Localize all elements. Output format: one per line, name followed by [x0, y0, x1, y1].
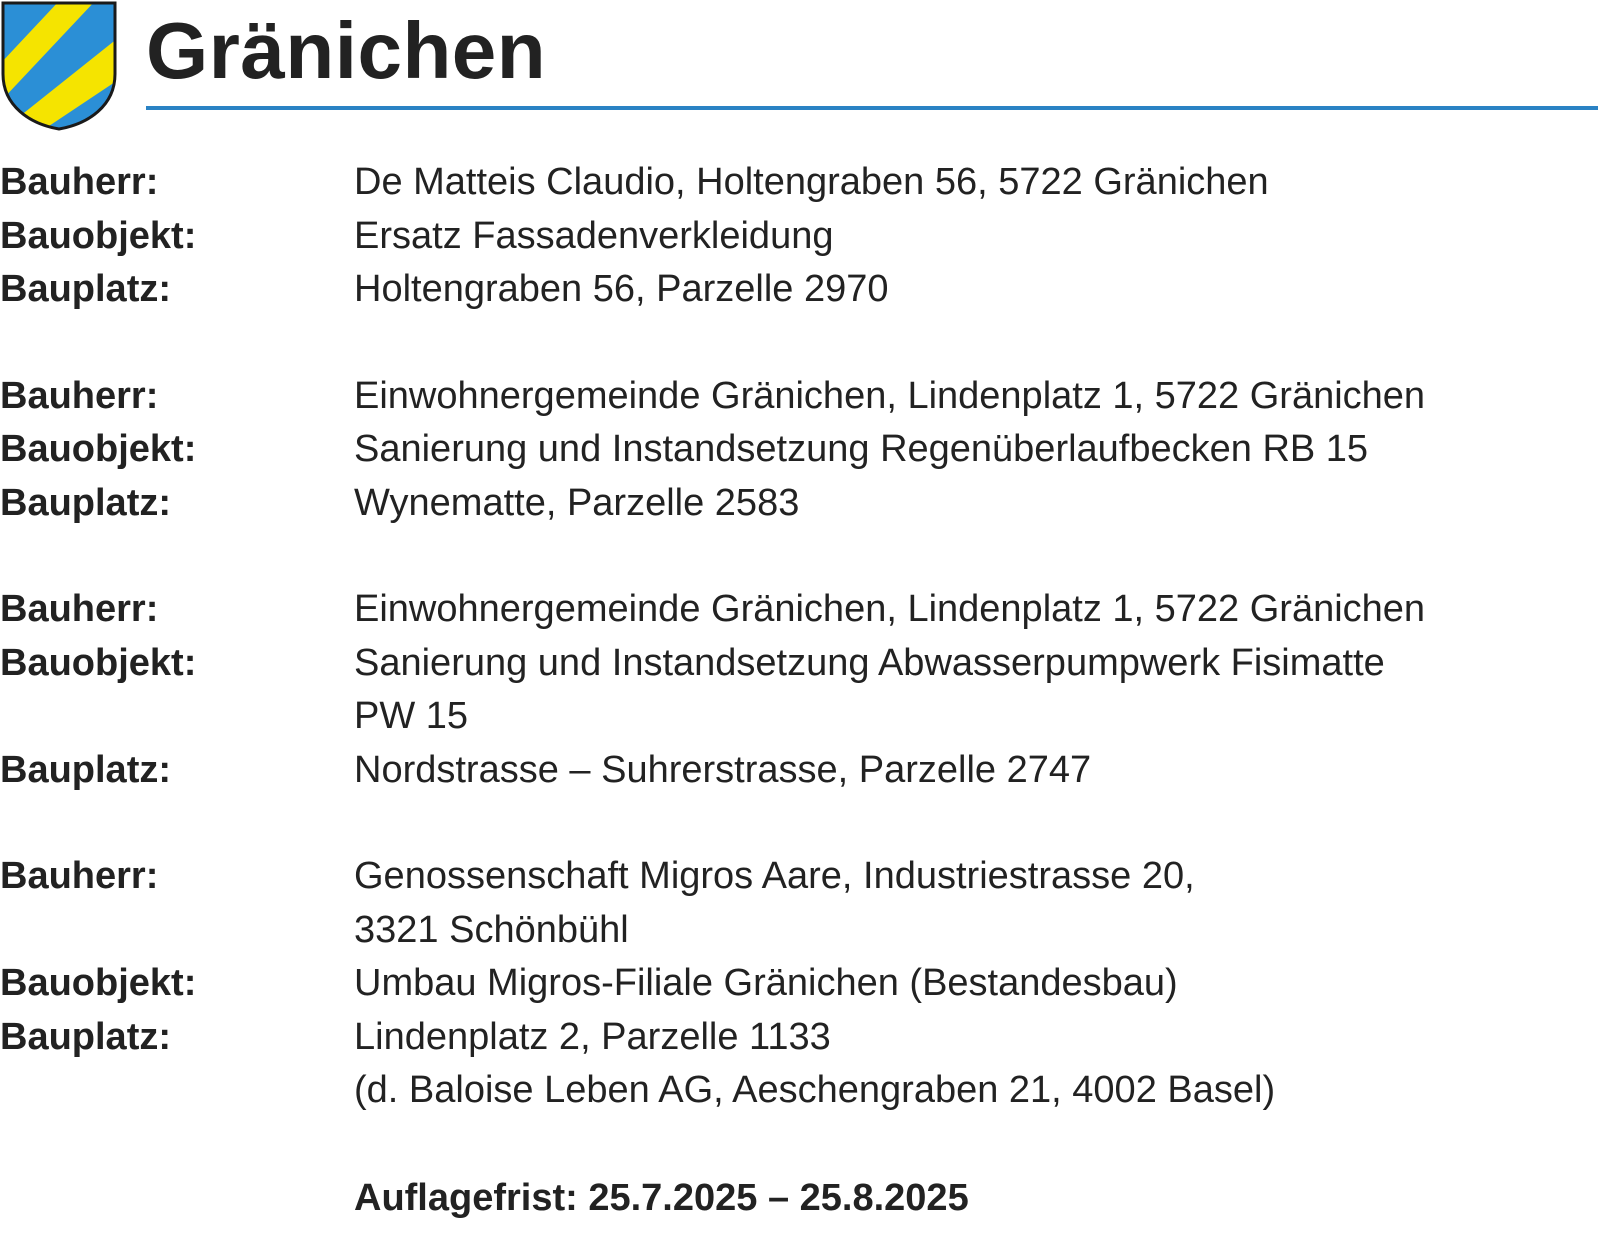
- value-line: Einwohnergemeinde Gränichen, Lindenplatz 1, 5722 Gränichen: [354, 588, 1426, 630]
- permit-row: [0, 957, 1598, 1011]
- value-line: Genossenschaft Migros Aare, Industriestrasse 20,: [354, 855, 1195, 897]
- value-line: Nordstrasse – Suhrerstrasse, Parzelle 2747: [354, 748, 1092, 791]
- row-value: [354, 583, 1598, 637]
- permit-list: [0, 156, 1598, 1171]
- value-line: De Matteis Claudio, Holtengraben 56, 5722 Gränichen: [354, 161, 1269, 203]
- value-line: Umbau Migros-Filiale Gränichen (Bestandesbau): [354, 962, 1178, 1004]
- permit-row: [0, 423, 1598, 477]
- permit-entry: [0, 583, 1598, 797]
- row-label: Bauplatz:: [0, 1015, 171, 1058]
- permit-row: [0, 263, 1598, 317]
- row-value: [354, 263, 1598, 317]
- value-line: Einwohnergemeinde Gränichen, Lindenplatz 1, 5722 Gränichen: [354, 374, 1426, 417]
- row-label: Bauplatz:: [0, 481, 171, 524]
- page-title: Gränichen: [146, 6, 547, 95]
- value-line: Lindenplatz 2, Parzelle 1133: [354, 1015, 831, 1058]
- permit-row: [0, 210, 1598, 264]
- row-value: [354, 957, 1598, 1011]
- value-line: Sanierung und Instandsetzung Abwasserpumpwerk Fisimatte: [354, 641, 1385, 684]
- row-label: Bauherr:: [0, 374, 159, 417]
- coat-of-arms-icon: [0, 0, 118, 132]
- row-label: Bauherr:: [0, 588, 159, 630]
- row-value: [354, 210, 1598, 264]
- permit-entry: [0, 156, 1598, 317]
- row-value: [354, 637, 1598, 744]
- value-line: Ersatz Fassadenverkleidung: [354, 214, 834, 257]
- row-label: Bauplatz:: [0, 748, 171, 791]
- value-line: Wynematte, Parzelle 2583: [354, 481, 800, 524]
- value-line: Holtengraben 56, Parzelle 2970: [354, 268, 889, 310]
- row-value: [354, 850, 1598, 957]
- row-label: Bauobjekt:: [0, 428, 197, 470]
- permit-entry: [0, 370, 1598, 531]
- value-line: PW 15: [354, 695, 469, 737]
- row-label: Bauplatz:: [0, 268, 171, 310]
- row-label: Bauherr:: [0, 161, 159, 203]
- row-label: Bauobjekt:: [0, 641, 197, 684]
- permit-row: [0, 850, 1598, 957]
- permit-row: [0, 156, 1598, 210]
- row-value: [354, 156, 1598, 210]
- value-line: Sanierung und Instandsetzung Regenüberlaufbecken RB 15: [354, 428, 1369, 470]
- row-label: Bauobjekt:: [0, 214, 197, 257]
- permit-row: [0, 370, 1598, 424]
- permit-entry: [0, 850, 1598, 1118]
- header: [0, 0, 1598, 140]
- row-value: [354, 423, 1598, 477]
- row-label: Bauherr:: [0, 855, 159, 897]
- row-value: [354, 744, 1598, 798]
- row-value: [354, 370, 1598, 424]
- row-label: Bauobjekt:: [0, 962, 197, 1004]
- header-rule: [146, 106, 1598, 110]
- permit-row: [0, 744, 1598, 798]
- value-line: (d. Baloise Leben AG, Aeschengraben 21, 4002 Basel): [354, 1069, 1276, 1111]
- permit-row: [0, 637, 1598, 744]
- permit-row: [0, 1011, 1598, 1118]
- objection-deadline: Auflagefrist: 25.7.2025 – 25.8.2025: [354, 1177, 969, 1219]
- permit-row: [0, 477, 1598, 531]
- row-value: [354, 1011, 1598, 1118]
- permit-row: [0, 583, 1598, 637]
- row-value: [354, 477, 1598, 531]
- value-line: 3321 Schönbühl: [354, 908, 629, 951]
